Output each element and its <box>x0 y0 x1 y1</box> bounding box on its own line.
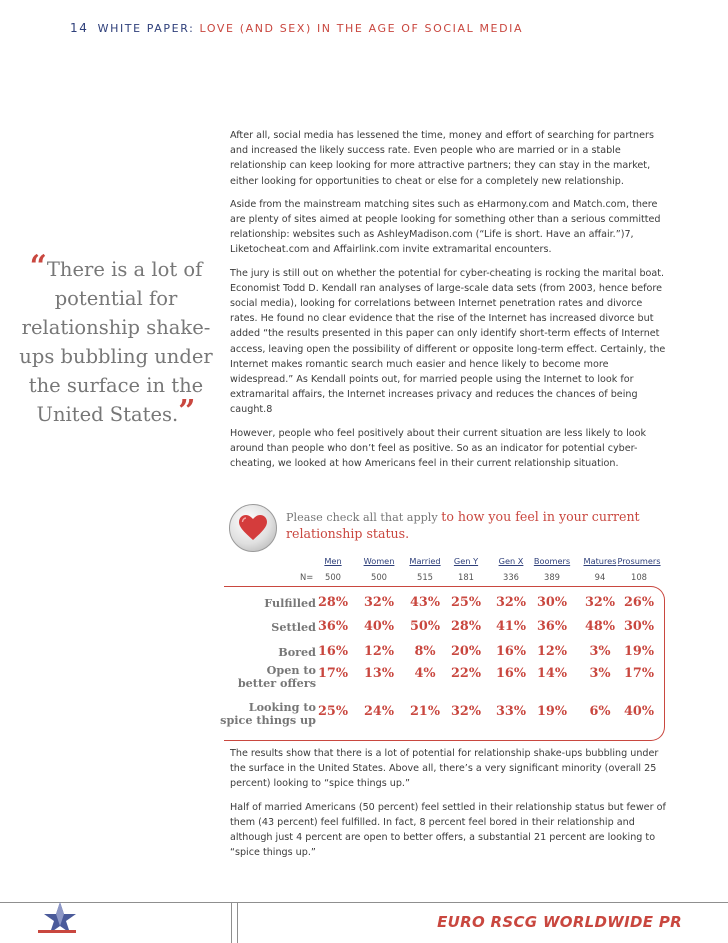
sample-size: 500 <box>325 572 341 582</box>
table-cell: 50% <box>410 619 440 634</box>
row-label-line: Open to <box>266 663 316 677</box>
table-cell: 36% <box>537 619 567 634</box>
table-cell: 6% <box>589 704 611 719</box>
table-cell: 40% <box>364 619 394 634</box>
survey-question-lead: Please check all that apply <box>286 511 438 524</box>
table-cell: 40% <box>624 704 654 719</box>
table-cell: 22% <box>451 666 481 681</box>
table-cell: 16% <box>318 644 348 659</box>
table-cell: 30% <box>537 595 567 610</box>
sample-size: 515 <box>417 572 433 582</box>
table-cell: 20% <box>451 644 481 659</box>
row-label <box>220 701 316 727</box>
survey-badge <box>229 504 277 552</box>
body-text-bottom <box>230 746 670 868</box>
table-cell: 19% <box>537 704 567 719</box>
table-cell: 12% <box>364 644 394 659</box>
table-cell: 25% <box>318 704 348 719</box>
column-header: Prosumers <box>617 556 661 566</box>
footer-divider-vertical <box>231 902 232 943</box>
footer-divider <box>0 902 728 903</box>
table-cell: 32% <box>364 595 394 610</box>
sample-size: 181 <box>458 572 474 582</box>
table-cell: 24% <box>364 704 394 719</box>
row-label-line: Fulfilled <box>264 596 316 610</box>
paragraph: The jury is still out on whether the potential for cyber-cheating is rocking the marital boat. Economist Todd D. Kendall ran analyses of large-scale data sets (from 2003, hence before social media), looking for correlations between Internet penetration rates and divorce rates. He found no clear evidence that the rise of the Internet has increased divorce but added “the results presented in this paper can only identify short-term effects of Internet access, leaving open the possibility of different or opposite long-term effect. Certainly, the Internet makes romantic search much easier and hence likely to become more widespread.” As Kendall points out, for married people using the Internet to look for extramarital affairs, the Internet increases privacy and reduces the chances of being caught.8 <box>230 267 666 416</box>
table-cell: 48% <box>585 619 615 634</box>
body-text-top <box>230 128 670 479</box>
paragraph: However, people who feel positively about their current situation are less likely to look around than people who don’t feel as positive. So as an indicator for potential cyber-cheating, we looked at how Americans feel in their current relationship situation. <box>230 427 647 470</box>
page-header <box>70 21 523 35</box>
table-cell: 12% <box>537 644 567 659</box>
survey-question-highlight: to how you feel in your current relationship status. <box>286 509 640 541</box>
column-header: Gen X <box>498 556 524 566</box>
pull-quote <box>10 249 222 429</box>
footer-divider-vertical <box>237 902 238 943</box>
table-cell: 26% <box>624 595 654 610</box>
heart-icon <box>239 515 267 541</box>
table-cell: 17% <box>318 666 348 681</box>
table-cell: 4% <box>414 666 436 681</box>
table-cell: 8% <box>414 644 436 659</box>
sample-size: 108 <box>631 572 647 582</box>
survey-question <box>286 509 666 543</box>
table-cell: 25% <box>451 595 481 610</box>
column-header: Women <box>363 556 395 566</box>
table-cell: 3% <box>589 644 611 659</box>
table-cell: 13% <box>364 666 394 681</box>
table-cell: 16% <box>496 666 526 681</box>
table-cell: 30% <box>624 619 654 634</box>
table-cell: 28% <box>318 595 348 610</box>
column-header: Matures <box>583 556 617 566</box>
table-cell: 33% <box>496 704 526 719</box>
page-number: 14 <box>70 21 89 35</box>
table-cell: 32% <box>585 595 615 610</box>
column-header: Gen Y <box>453 556 479 566</box>
paragraph: The results show that there is a lot of potential for relationship shake-ups bubbling under the surface in the United States. Above all, there’s a very significant minority (overall 25 percent) looking to “spice things up.” <box>230 748 659 790</box>
table-cell: 28% <box>451 619 481 634</box>
header-subtitle: LOVE (AND SEX) IN THE AGE OF SOCIAL MEDIA <box>199 22 524 35</box>
table-cell: 3% <box>589 666 611 681</box>
header-label: WHITE PAPER: <box>97 22 195 35</box>
table-cell: 41% <box>496 619 526 634</box>
row-label-line: spice things up <box>220 713 316 727</box>
paragraph: After all, social media has lessened the time, money and effort of searching for partners and increased the likely success rate. Even people who are married or in a stable relationship can keep looking for more attractive partners; they can stay in the market, either looking for opportunities to cheat or else for a completely new relationship. <box>230 130 654 187</box>
close-quote-mark: ” <box>178 394 196 429</box>
n-label: N= <box>300 572 314 582</box>
sample-size: 389 <box>544 572 560 582</box>
table-cell: 32% <box>451 704 481 719</box>
table-cell: 16% <box>496 644 526 659</box>
table-cell: 19% <box>624 644 654 659</box>
open-quote-mark: “ <box>29 249 47 284</box>
sample-size: 94 <box>594 572 606 582</box>
row-label-line: Bored <box>278 645 316 659</box>
row-label-line: Looking to <box>248 700 316 714</box>
table-cell: 32% <box>496 595 526 610</box>
column-header: Boomers <box>533 556 571 566</box>
paragraph: Aside from the mainstream matching sites such as eHarmony.com and Match.com, there are plenty of sites aimed at people looking for something other than a serious committed relationship: websites such as AshleyMadison.com (“Life is short. Have an affair.”)7, Liketocheat.com and Affairlink.com invite extramarital encounters. <box>230 198 661 256</box>
table-cell: 36% <box>318 619 348 634</box>
pull-quote-text: There is a lot of potential for relationship shake-ups bubbling under the surface in the United States. <box>19 258 213 426</box>
sample-size: 336 <box>503 572 519 582</box>
column-header: Married <box>409 556 441 566</box>
logo-accent-bar <box>38 930 76 933</box>
paragraph: Half of married Americans (50 percent) feel settled in their relationship status but fewer of them (43 percent) feel fulfilled. In fact, 8 percent feel bored in their relationship and although just 4 percent are open to better offers, a substantial 21 percent are looking to “spice things up.” <box>230 801 666 859</box>
row-label <box>238 664 316 690</box>
table-cell: 21% <box>410 704 440 719</box>
sample-size: 500 <box>371 572 387 582</box>
column-header: Men <box>324 556 342 566</box>
table-cell: 14% <box>537 666 567 681</box>
table-cell: 43% <box>410 595 440 610</box>
company-logo: EURO RSCG WORLDWIDE PR <box>437 913 682 931</box>
row-label-line: better offers <box>237 676 316 690</box>
row-label-line: Settled <box>271 620 316 634</box>
table-cell: 17% <box>624 666 654 681</box>
